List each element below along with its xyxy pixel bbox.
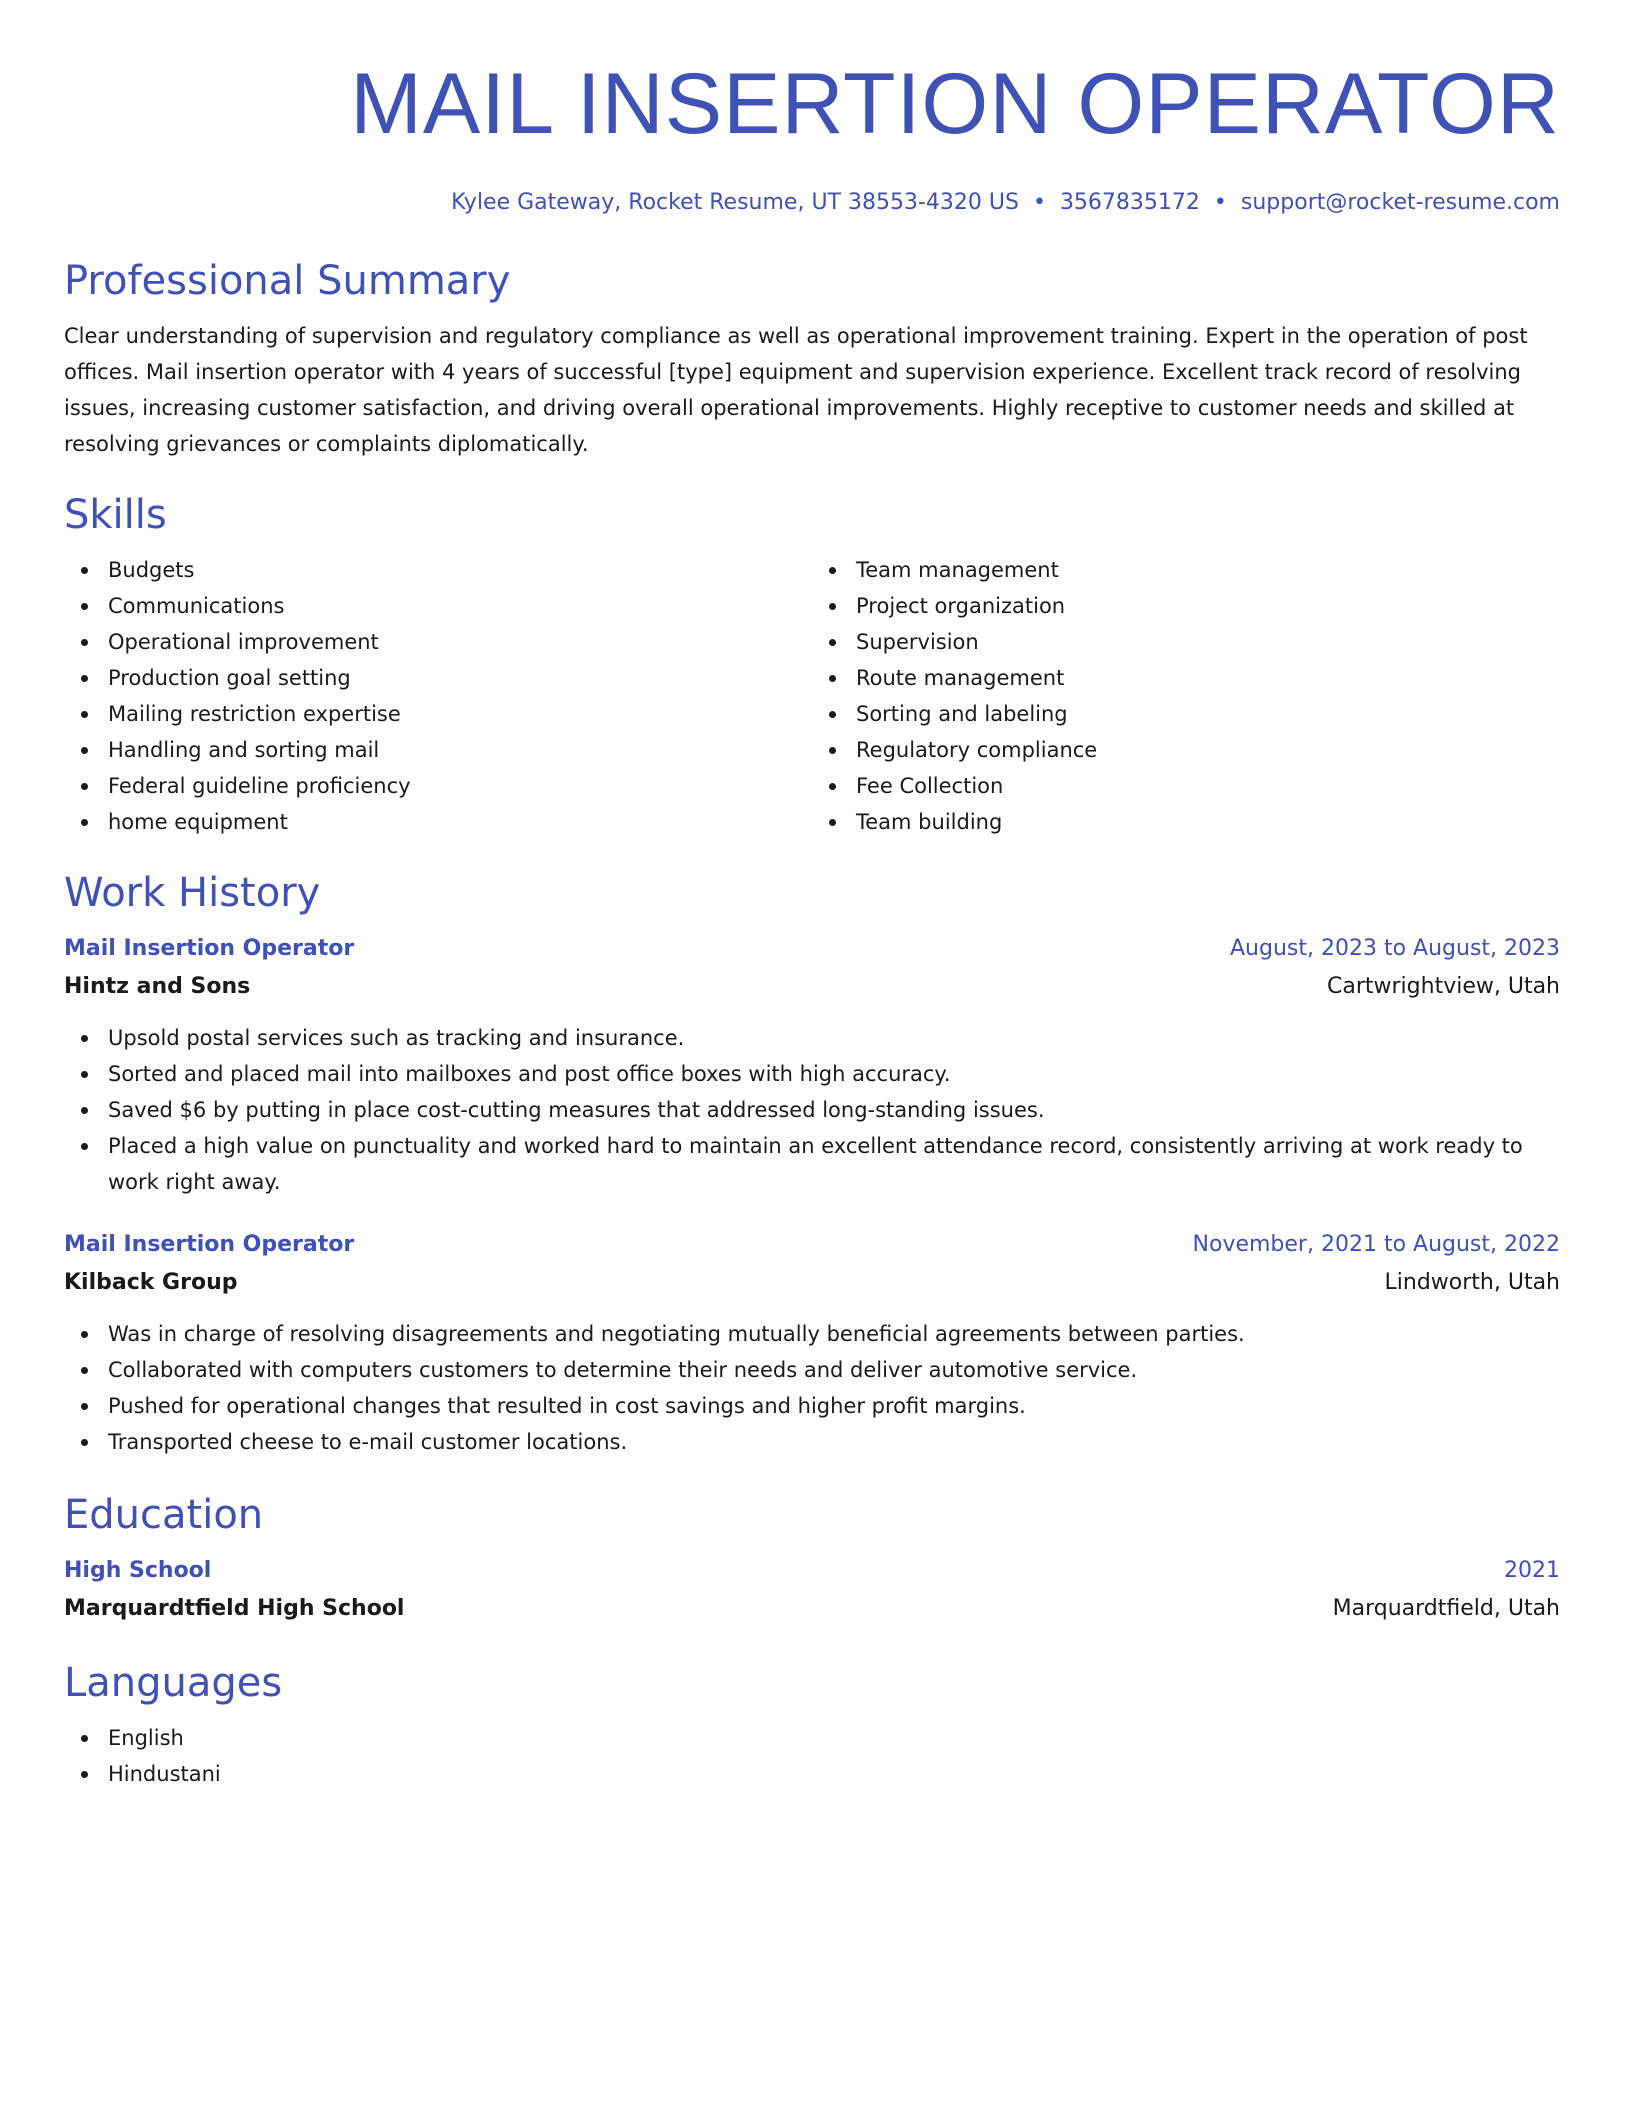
language-item: English [108,1720,1560,1756]
job-entry [64,1226,1560,1460]
job-company: Hintz and Sons [64,974,251,999]
job-bullet: Placed a high value on punctuality and worked hard to maintain an excellent attendance record, consistently arriving at work ready to work right away. [108,1128,1560,1200]
job-header [64,1226,1560,1264]
contact-email[interactable]: support@rocket-resume.com [1240,190,1560,215]
skills-grid [64,552,1560,840]
contact-phone[interactable]: 3567835172 [1059,190,1200,215]
education-location: Marquardtfield, Utah [1332,1596,1560,1621]
job-location: Cartwrightview, Utah [1327,974,1560,999]
skill-item: Fee Collection [856,768,1560,804]
resume-title: MAIL INSERTION OPERATOR [350,56,1560,152]
skills-column-left [64,552,812,840]
job-bullet: Transported cheese to e-mail customer locations. [108,1424,1560,1460]
skill-item: Sorting and labeling [856,696,1560,732]
job-title: Mail Insertion Operator [64,936,355,961]
contact-separator: • [1213,190,1227,215]
skill-item: Handling and sorting mail [108,732,812,768]
job-bullet: Sorted and placed mail into mailboxes and post office boxes with high accuracy. [108,1056,1560,1092]
job-entry [64,930,1560,1200]
job-dates: August, 2023 to August, 2023 [1230,936,1560,961]
skill-item: Operational improvement [108,624,812,660]
resume-page [64,0,1560,1792]
job-bullets [64,1020,1560,1200]
job-company: Kilback Group [64,1270,238,1295]
education-school: Marquardtfield High School [64,1596,405,1621]
contact-address: Kylee Gateway, Rocket Resume, UT 38553-4320 US [451,190,1019,215]
languages-heading: Languages [64,1660,283,1706]
skill-item: Team management [856,552,1560,588]
job-dates: November, 2021 to August, 2022 [1192,1232,1560,1257]
contact-line [64,188,1560,218]
skill-item: Budgets [108,552,812,588]
skill-item: Regulatory compliance [856,732,1560,768]
education-degree: High School [64,1558,212,1583]
job-header [64,930,1560,968]
job-bullet: Pushed for operational changes that resulted in cost savings and higher profit margins. [108,1388,1560,1424]
job-title: Mail Insertion Operator [64,1232,355,1257]
skill-item: Federal guideline proficiency [108,768,812,804]
education-year: 2021 [1504,1558,1560,1583]
summary-heading: Professional Summary [64,258,511,304]
language-item: Hindustani [108,1756,1560,1792]
job-bullet: Collaborated with computers customers to determine their needs and deliver automotive service. [108,1352,1560,1388]
languages-list [64,1720,1560,1792]
skill-item: Mailing restriction expertise [108,696,812,732]
education-heading: Education [64,1492,264,1538]
skills-heading: Skills [64,492,167,538]
skill-item: Route management [856,660,1560,696]
job-bullet: Was in charge of resolving disagreements and negotiating mutually beneficial agreements between parties. [108,1316,1560,1352]
job-bullet: Saved $6 by putting in place cost-cutting measures that addressed long-standing issues. [108,1092,1560,1128]
job-bullet: Upsold postal services such as tracking and insurance. [108,1020,1560,1056]
skill-item: home equipment [108,804,812,840]
job-bullets [64,1316,1560,1460]
skill-item: Communications [108,588,812,624]
job-location: Lindworth, Utah [1384,1270,1560,1295]
skill-item: Project organization [856,588,1560,624]
contact-separator: • [1032,190,1046,215]
education-entry [64,1552,1560,1628]
skill-item: Team building [856,804,1560,840]
education-header [64,1552,1560,1590]
job-subheader [64,968,1560,1006]
education-subheader [64,1590,1560,1628]
skill-item: Production goal setting [108,660,812,696]
skills-column-right [812,552,1560,840]
work-history-heading: Work History [64,870,321,916]
skill-item: Supervision [856,624,1560,660]
summary-text: Clear understanding of supervision and regulatory compliance as well as operational improvement training. Expert in the operation of post offices. Mail insertion operator with 4 years of successful [type] equipment and supervision experience. Excellent track record of resolving issues, increasing customer satisfaction, and driving overall operational improvements. Highly receptive to customer needs and skilled at resolving grievances or complaints diplomatically. [64,324,1528,456]
job-subheader [64,1264,1560,1302]
